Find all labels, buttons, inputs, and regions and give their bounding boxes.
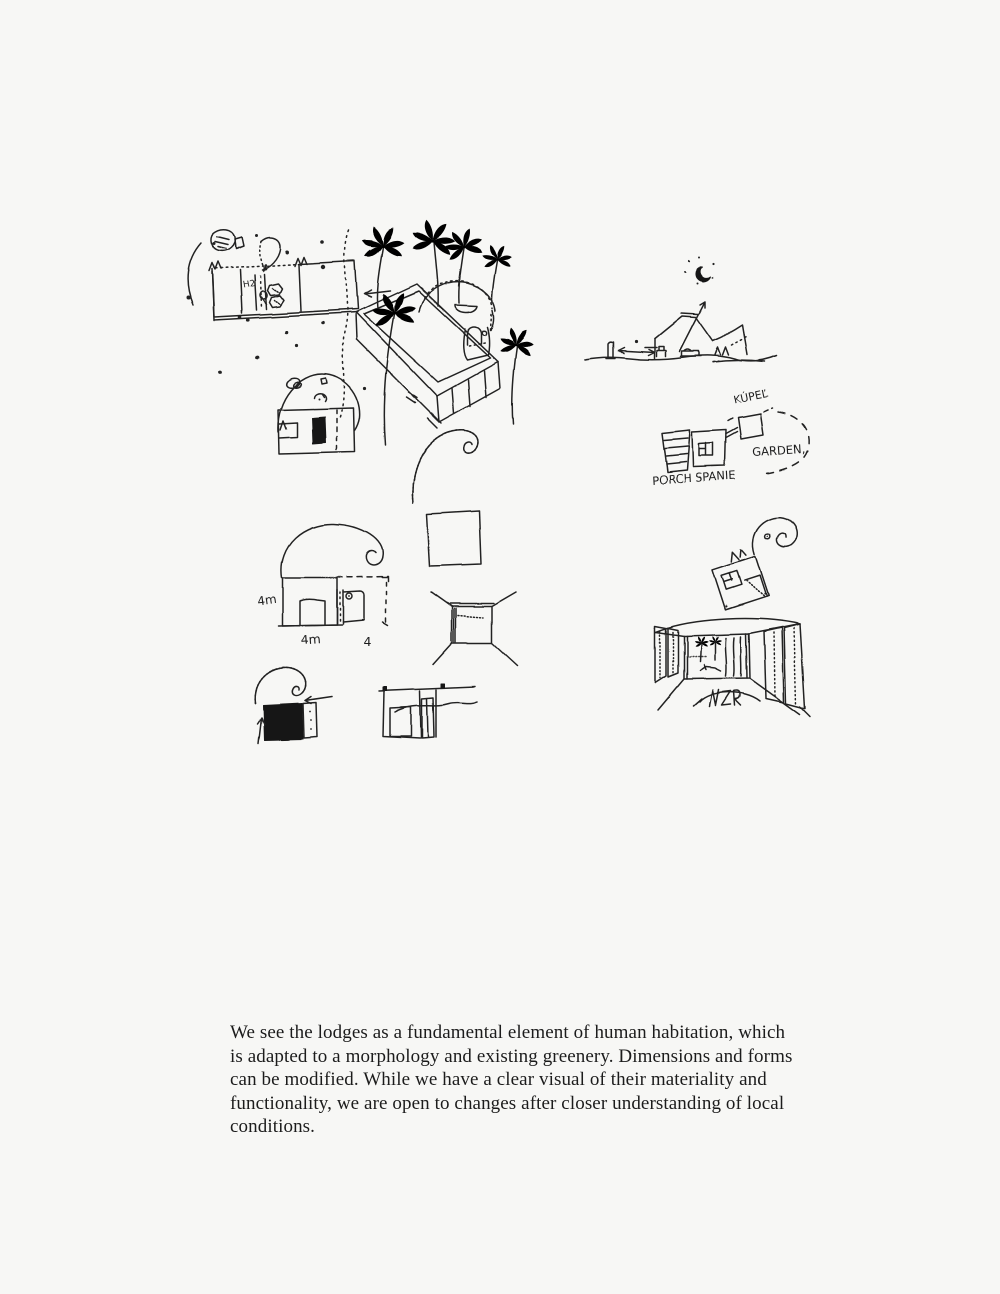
caption-line: is adapted to a morphology and existing greenery. Dimensions and forms — [230, 1045, 793, 1067]
small-slab — [235, 237, 244, 249]
door-leaf — [422, 698, 434, 738]
lodge-plan-outline — [212, 261, 358, 317]
standing-figure — [606, 342, 615, 358]
teardrop — [261, 237, 280, 269]
sketch-axonometric-lodge — [356, 216, 536, 445]
garden-label: GARDEN, — [752, 441, 807, 459]
curtain-scribble — [458, 616, 483, 618]
sketch-door-plan — [379, 684, 477, 738]
table-sketch — [657, 346, 666, 356]
room-plan — [692, 430, 726, 467]
porch-plan — [662, 430, 690, 472]
curl — [746, 512, 801, 557]
shell-opening — [455, 305, 477, 313]
sketch-tilted-plan — [703, 512, 813, 610]
arrow-icon — [257, 717, 264, 743]
lounger-sketch — [700, 665, 721, 671]
arrow-icon — [305, 696, 332, 703]
sketch-room-perspective — [655, 619, 810, 716]
lounger-sketch — [681, 349, 701, 356]
porch-label: PORCH SPANIE — [651, 468, 737, 487]
sketch-site-plan — [188, 230, 390, 320]
zigzag-mark — [715, 347, 729, 355]
dim-right: 4 — [363, 634, 371, 649]
square-elevation — [283, 578, 337, 626]
caption-line: conditions. — [230, 1116, 316, 1138]
palm-tree — [694, 636, 709, 662]
right-shutters — [764, 624, 810, 716]
room-label: H2 — [241, 278, 256, 291]
caption-line: functionality, we are open to changes after closer understanding of local — [230, 1092, 785, 1114]
sketch-dark-mass — [255, 668, 332, 743]
door — [300, 599, 325, 625]
double-arrow — [618, 347, 655, 355]
big-spiral — [281, 524, 383, 578]
sketch-dome-lodge — [278, 374, 360, 454]
caption-paragraph — [230, 1021, 802, 1139]
dark-strip — [312, 417, 326, 444]
sketch-tent-section — [585, 256, 777, 362]
bath-plan — [738, 414, 763, 439]
dim-left: 4m — [256, 592, 278, 609]
zigzag-mark — [209, 262, 221, 271]
caption-line: We see the lodges as a fundamental element of human habitation, which — [230, 1022, 786, 1043]
zigzag-mark — [295, 257, 307, 266]
moon-icon — [695, 266, 710, 281]
sketch-spiral-square — [412, 430, 481, 566]
palm-tree — [441, 225, 485, 303]
sketch-4m-lodge — [256, 524, 388, 649]
palm-tree — [708, 636, 721, 660]
palm-tree — [497, 326, 536, 424]
caption-line: can be modified. While we have a clear visual of their materiality and — [230, 1069, 767, 1091]
square — [427, 511, 481, 566]
sketch-garden-plan — [651, 387, 809, 487]
arc-stroke — [188, 243, 201, 305]
black-square — [263, 703, 303, 740]
sketch-window-perspective — [431, 592, 517, 666]
dim-bottom: 4m — [300, 631, 322, 648]
sketch-hatched-path — [340, 231, 349, 419]
arrow-to-moon — [680, 302, 705, 351]
bath-label: KÚPEĽ — [731, 387, 769, 407]
